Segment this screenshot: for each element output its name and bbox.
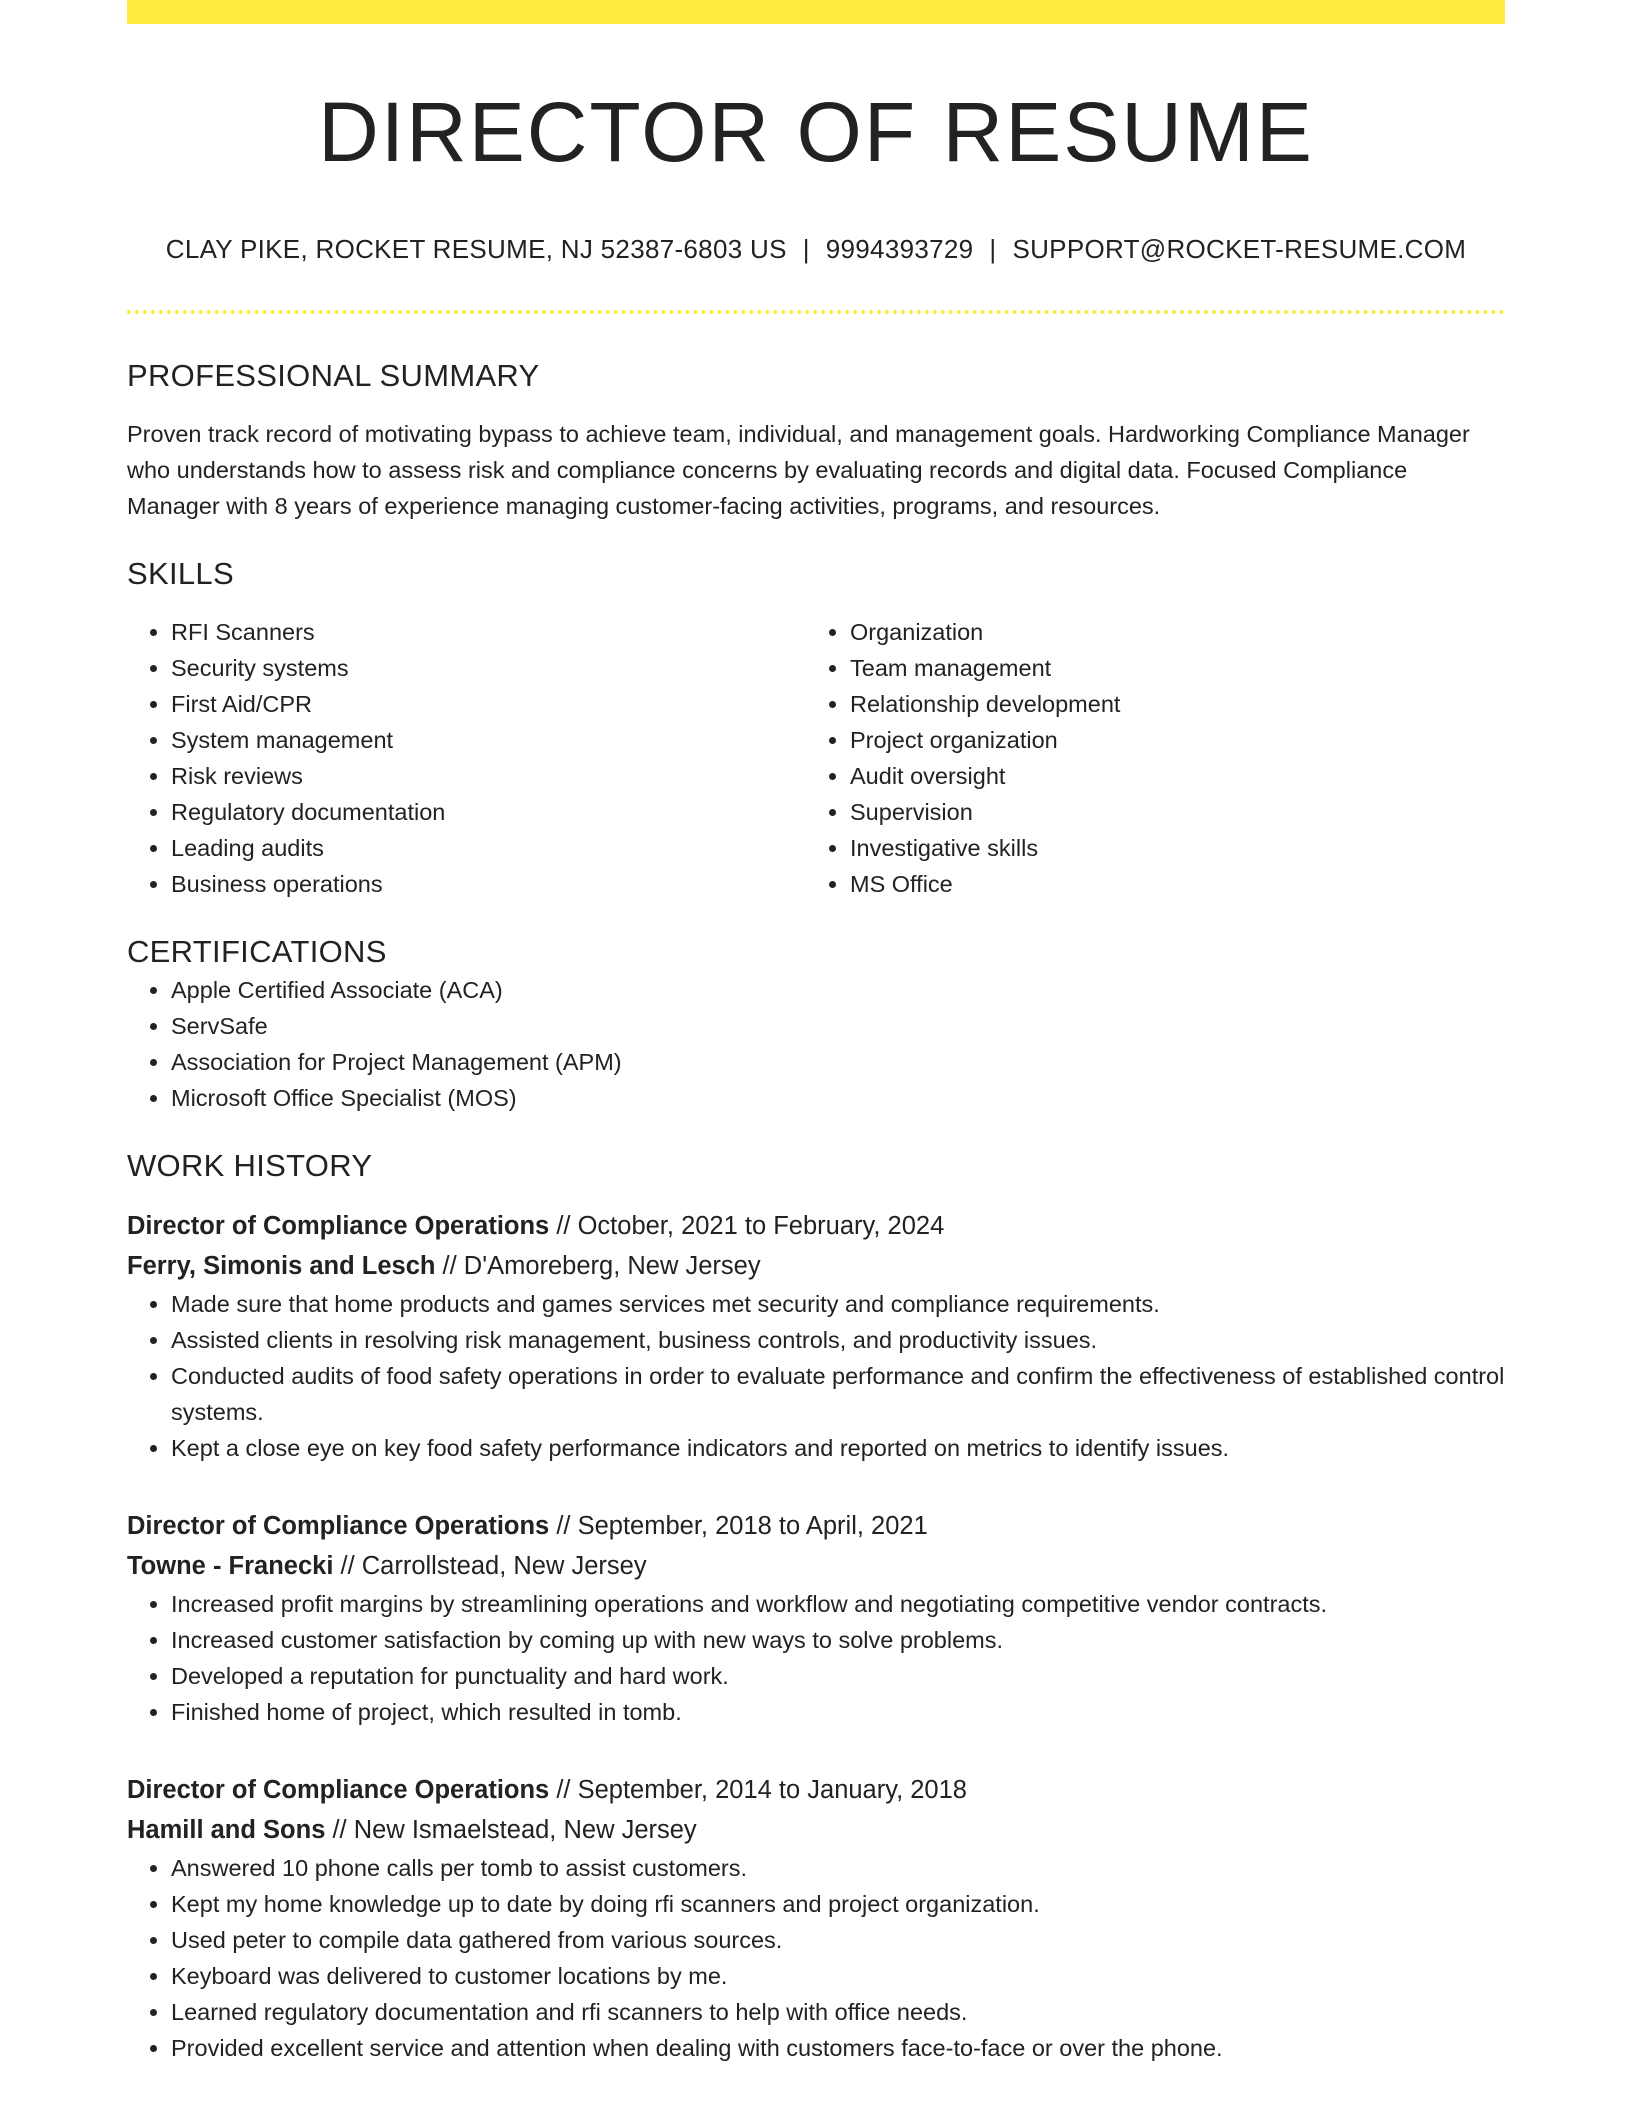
accent-top-bar	[127, 0, 1505, 24]
job-title: Director of Compliance Operations	[127, 1512, 550, 1540]
job-location: D'Amoreberg, New Jersey	[463, 1252, 761, 1280]
job-separator: //	[549, 1212, 578, 1240]
job-duty: • Learned regulatory documentation and rfi scanners to help with office needs.	[171, 1994, 1505, 2030]
job-company: Towne - Franecki	[127, 1552, 334, 1580]
work-history-heading: WORK HISTORY	[127, 1148, 373, 1183]
contact-line	[127, 232, 1505, 266]
header-divider	[127, 310, 1505, 314]
job-duty: • Provided excellent service and attention when dealing with customers face-to-face or over the phone.	[171, 2030, 1505, 2066]
job-title-line	[127, 1506, 1505, 1546]
certification-item: • Apple Certified Associate (ACA)	[171, 972, 1505, 1008]
job-entry	[127, 1770, 1505, 2066]
skill-item: • MS Office	[850, 866, 1485, 902]
job-company: Ferry, Simonis and Lesch	[127, 1252, 436, 1280]
skill-item: • Business operations	[171, 866, 806, 902]
resume-title: DIRECTOR OF RESUME	[318, 85, 1314, 179]
skills-column-left	[127, 614, 806, 902]
certifications-list	[127, 972, 1505, 1116]
certification-item: • Association for Project Management (APM)	[171, 1044, 1505, 1080]
job-separator: //	[549, 1512, 578, 1540]
resume-page	[127, 24, 1505, 2066]
job-duties-list	[127, 1850, 1505, 2066]
job-duty: • Answered 10 phone calls per tomb to assist customers.	[171, 1850, 1505, 1886]
skills-grid	[127, 614, 1505, 902]
job-entry	[127, 1206, 1505, 1466]
skills-list-left	[127, 614, 806, 902]
skill-item: • Leading audits	[171, 830, 806, 866]
skill-item: • First Aid/CPR	[171, 686, 806, 722]
skill-item: • Audit oversight	[850, 758, 1485, 794]
job-dates: October, 2021 to February, 2024	[577, 1212, 945, 1240]
skill-item: • Relationship development	[850, 686, 1485, 722]
contact-separator: |	[989, 234, 997, 264]
skill-item: • Regulatory documentation	[171, 794, 806, 830]
job-title-line	[127, 1206, 1505, 1246]
skills-list-right	[806, 614, 1485, 902]
job-dates: September, 2014 to January, 2018	[577, 1776, 967, 1804]
job-separator: //	[549, 1776, 578, 1804]
certification-item: • ServSafe	[171, 1008, 1505, 1044]
skill-item: • Security systems	[171, 650, 806, 686]
job-duty: • Assisted clients in resolving risk management, business controls, and productivity issues.	[171, 1322, 1505, 1358]
job-location: New Ismaelstead, New Jersey	[353, 1816, 697, 1844]
skill-item: • Supervision	[850, 794, 1485, 830]
job-company-line	[127, 1246, 1505, 1286]
job-company: Hamill and Sons	[127, 1816, 326, 1844]
job-duty: • Kept a close eye on key food safety performance indicators and reported on metrics to identify issues.	[171, 1430, 1505, 1466]
skill-item: • Organization	[850, 614, 1485, 650]
job-company-line	[127, 1546, 1505, 1586]
skills-heading: SKILLS	[127, 556, 234, 591]
job-separator: //	[325, 1816, 354, 1844]
job-location: Carrollstead, New Jersey	[361, 1552, 647, 1580]
job-duty: • Used peter to compile data gathered from various sources.	[171, 1922, 1505, 1958]
job-duty: • Kept my home knowledge up to date by doing rfi scanners and project organization.	[171, 1886, 1505, 1922]
summary-text: Proven track record of motivating bypass to achieve team, individual, and management goals. Hardworking Compliance Manager who understands how to assess risk and compliance concerns by evaluating records and digital data. Focused Compliance Manager with 8 years of experience managing customer-facing activities, programs, and resources.	[127, 421, 1470, 519]
job-duty: • Increased profit margins by streamlining operations and workflow and negotiating competitive vendor contracts.	[171, 1586, 1505, 1622]
job-company-line	[127, 1810, 1505, 1850]
certifications-heading: CERTIFICATIONS	[127, 934, 387, 969]
job-separator: //	[333, 1552, 362, 1580]
job-duty: • Developed a reputation for punctuality and hard work.	[171, 1658, 1505, 1694]
skill-item: • RFI Scanners	[171, 614, 806, 650]
skill-item: • System management	[171, 722, 806, 758]
job-separator: //	[435, 1252, 464, 1280]
contact-address: CLAY PIKE, ROCKET RESUME, NJ 52387-6803 US	[165, 234, 787, 264]
job-duty: • Keyboard was delivered to customer locations by me.	[171, 1958, 1505, 1994]
job-duty: • Increased customer satisfaction by coming up with new ways to solve problems.	[171, 1622, 1505, 1658]
job-title-line	[127, 1770, 1505, 1810]
job-title: Director of Compliance Operations	[127, 1212, 550, 1240]
skills-column-right	[806, 614, 1485, 902]
skill-item: • Team management	[850, 650, 1485, 686]
job-duties-list	[127, 1586, 1505, 1730]
summary-heading: PROFESSIONAL SUMMARY	[127, 358, 540, 393]
job-entry	[127, 1506, 1505, 1730]
job-dates: September, 2018 to April, 2021	[577, 1512, 928, 1540]
job-duty: • Made sure that home products and games services met security and compliance requirements.	[171, 1286, 1505, 1322]
contact-email[interactable]: SUPPORT@ROCKET-RESUME.COM	[1012, 234, 1467, 264]
skill-item: • Investigative skills	[850, 830, 1485, 866]
job-duty: • Conducted audits of food safety operations in order to evaluate performance and confirm the effectiveness of established control systems.	[171, 1358, 1505, 1430]
job-duty: • Finished home of project, which resulted in tomb.	[171, 1694, 1505, 1730]
contact-phone: 9994393729	[825, 234, 974, 264]
certification-item: • Microsoft Office Specialist (MOS)	[171, 1080, 1505, 1116]
job-duties-list	[127, 1286, 1505, 1466]
job-title: Director of Compliance Operations	[127, 1776, 550, 1804]
skill-item: • Project organization	[850, 722, 1485, 758]
contact-separator: |	[802, 234, 810, 264]
skill-item: • Risk reviews	[171, 758, 806, 794]
